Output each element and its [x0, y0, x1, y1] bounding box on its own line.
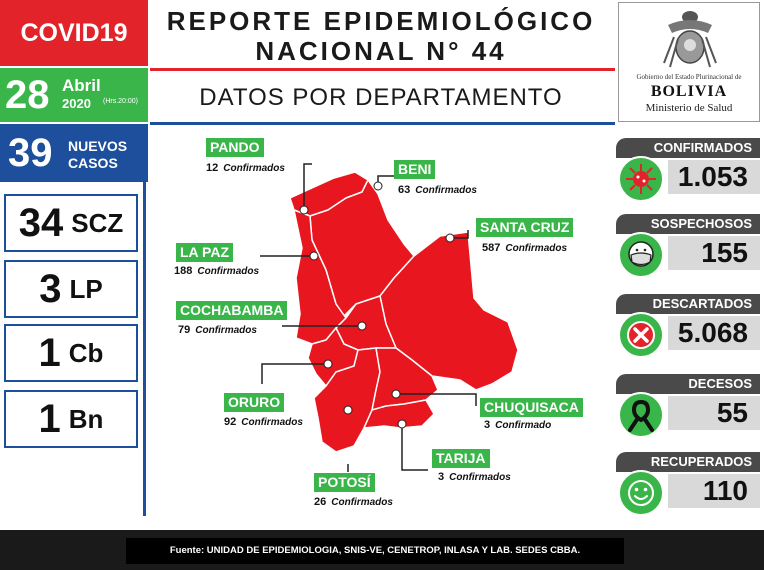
stat-confirmados-label: CONFIRMADOS — [616, 138, 760, 158]
ministry-logo — [618, 2, 760, 122]
dept-chuquisaca-name: CHUQUISACA — [480, 398, 583, 417]
dept-santa-cruz-name: SANTA CRUZ — [476, 218, 573, 237]
logo-country: BOLIVIA — [650, 83, 728, 100]
logo-government: Gobierno del Estado Plurinacional de — [636, 73, 742, 81]
dept-beni-count: 63 Confirmados — [398, 184, 477, 196]
new-cases-count: 39 — [8, 131, 53, 175]
date-month: Abril — [62, 76, 101, 95]
date-day: 28 — [5, 73, 50, 117]
breakdown-scz: 34 SCZ — [4, 194, 138, 252]
covid19-badge: COVID19 — [0, 0, 148, 66]
coat-of-arms-icon — [660, 7, 720, 73]
report-date — [0, 68, 148, 122]
new-cases-breakdown — [0, 182, 146, 516]
stat-recuperados-value: 110 — [668, 474, 760, 508]
title-divider — [150, 68, 615, 71]
breakdown-bn: 1 Bn — [4, 390, 138, 448]
stat-decesos-value: 55 — [668, 396, 760, 430]
x-mark-icon — [618, 312, 664, 358]
stat-sospechosos — [616, 214, 760, 286]
stat-recuperados-label: RECUPERADOS — [616, 452, 760, 472]
page-title: REPORTE EPIDEMIOLÓGICO NACIONAL N° 44 — [166, 6, 596, 66]
dept-santa-cruz-count: 587 Confirmados — [482, 242, 568, 254]
stat-decesos-label: DECESOS — [616, 374, 760, 394]
dept-cochabamba-count: 79 Confirmados — [178, 324, 257, 336]
dept-oruro-count: 92 Confirmados — [224, 416, 303, 428]
stat-confirmados — [616, 138, 760, 210]
dept-cochabamba-name: COCHABAMBA — [176, 301, 287, 320]
dept-oruro-name: ORURO — [224, 393, 284, 412]
virus-icon — [618, 156, 664, 202]
new-cases-label: NUEVOS CASOS — [68, 138, 128, 171]
stat-confirmados-value: 1.053 — [668, 160, 760, 194]
dept-tarija-count: 3 Confirmados — [438, 471, 511, 483]
dept-pando-count: 12 Confirmados — [206, 162, 285, 174]
dept-pando-name: PANDO — [206, 138, 264, 157]
logo-ministry: Ministerio de Salud — [645, 102, 733, 114]
mourning-ribbon-icon — [618, 392, 664, 438]
dept-tarija-name: TARIJA — [432, 449, 490, 468]
breakdown-cb: 1 Cb — [4, 324, 138, 382]
date-year: 2020 — [62, 96, 91, 111]
stat-decesos — [616, 374, 760, 446]
breakdown-lp: 3 LP — [4, 260, 138, 318]
footer-bar — [0, 530, 764, 570]
dept-la-paz-name: LA PAZ — [176, 243, 233, 262]
subtitle-divider — [150, 122, 615, 125]
footer-source: Fuente: UNIDAD DE EPIDEMIOLOGIA, SNIS-VE, CENETROP, INLASA Y LAB. SEDES CBBA. — [126, 538, 624, 564]
new-cases-box — [0, 124, 148, 182]
page-subtitle: DATOS POR DEPARTAMENTO — [199, 84, 563, 111]
dept-chuquisaca-count: 3 Confirmado — [484, 419, 552, 431]
date-time: (Hrs.20:00) — [103, 98, 139, 105]
smiley-face-icon — [618, 470, 664, 516]
stat-descartados — [616, 294, 760, 366]
stat-descartados-value: 5.068 — [668, 316, 760, 350]
stat-recuperados — [616, 452, 760, 524]
dept-potosi-count: 26 Confirmados — [314, 496, 393, 508]
stat-descartados-label: DESCARTADOS — [616, 294, 760, 314]
dept-beni-name: BENI — [394, 160, 435, 179]
face-mask-icon — [618, 232, 664, 278]
dept-potosi-name: POTOSÍ — [314, 473, 375, 492]
dept-la-paz-count: 188 Confirmados — [174, 265, 260, 277]
stat-sospechosos-label: SOSPECHOSOS — [616, 214, 760, 234]
stat-sospechosos-value: 155 — [668, 236, 760, 270]
